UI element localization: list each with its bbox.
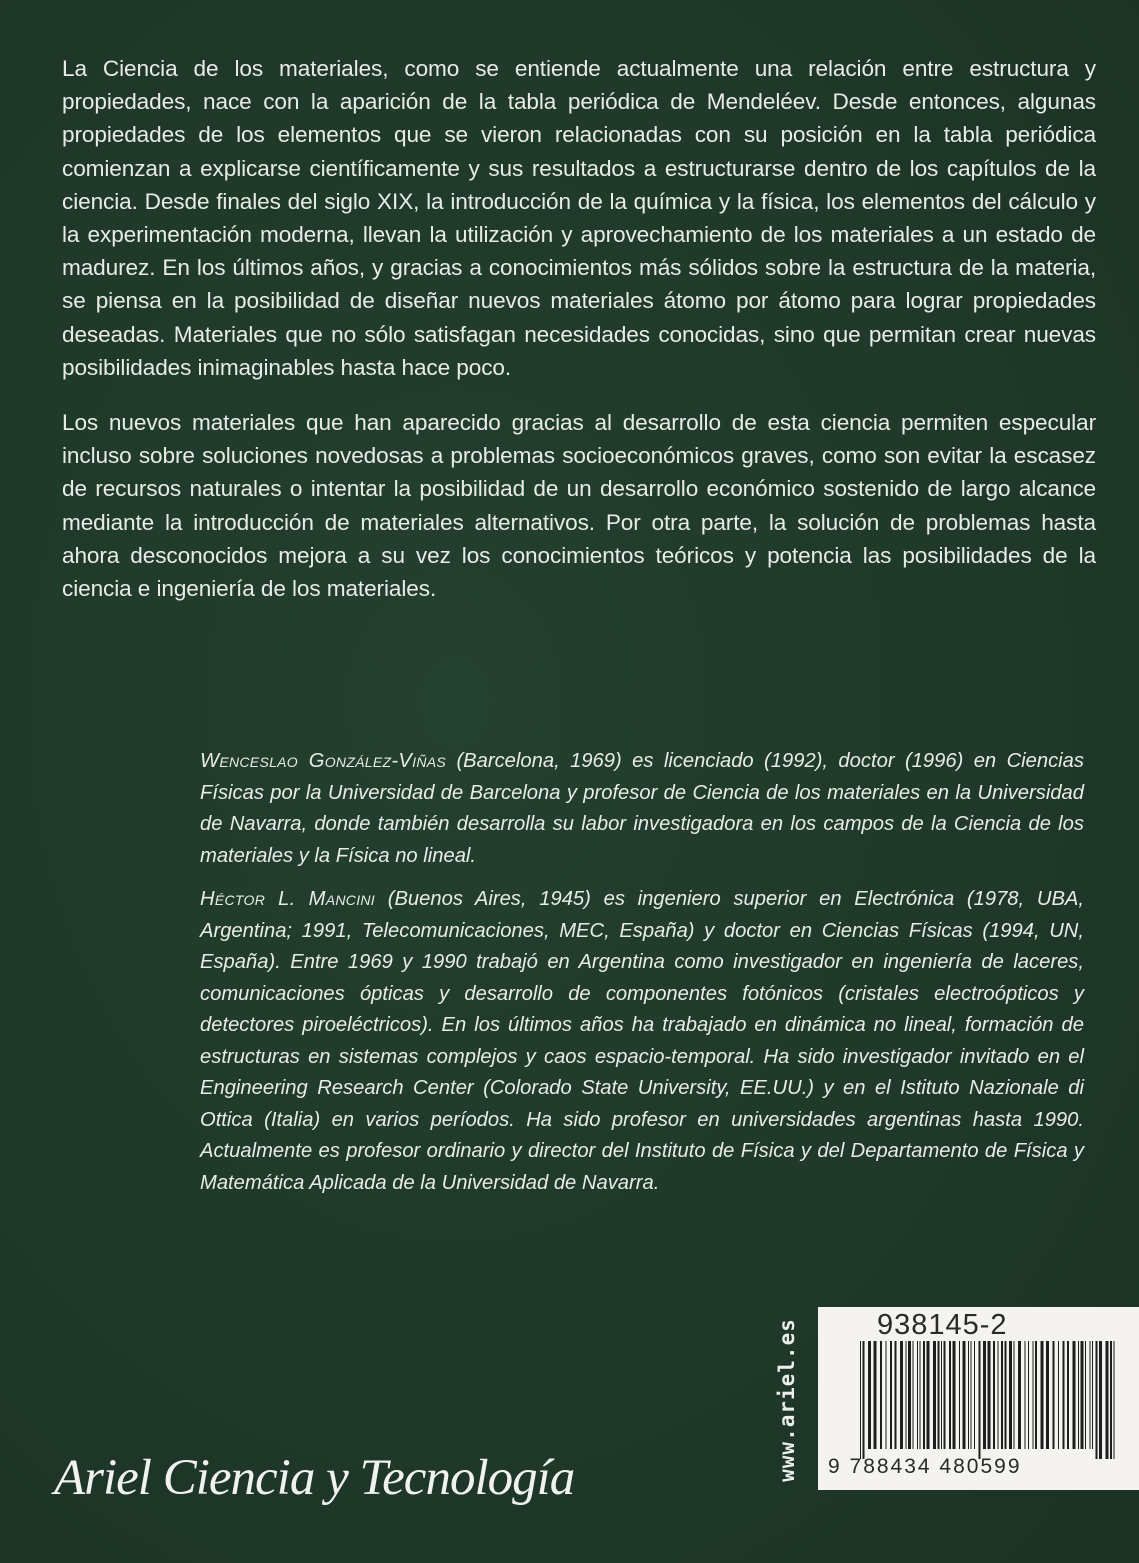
barcode-image bbox=[858, 1341, 1120, 1459]
series-title: Ariel Ciencia y Tecnología bbox=[54, 1450, 575, 1506]
author-bio-2 bbox=[200, 884, 1084, 1199]
author-bio-text-2: (Buenos Aires, 1945) es ingeniero superior en Electrónica (1978, UBA, Argentina; 1991, Telecomunicaciones, MEC, España) y doctor en Ciencias Físicas (1994, UN, España). Entre 1969 y 1990 trabajó en Argentina como investigador en ingeniería de laceres, comunicaciones ópticas y desarrollo de componentes fotónicos (cristales electroópticos y detectores piroeléctricos). En los últimos años ha trabajado en dinámica no lineal, formación de estructuras en sistemas complejos y caos espacio-temporal. Ha sido investigador invitado en el Engineering Research Center (Colorado State University, EE.UU.) y en el Istituto Nazionale di Ottica (Italia) en varios períodos. Ha sido profesor en universidades argentinas hasta 1990. Actualmente es profesor ordinario y director del Instituto de Física y del Departamento de Física y Matemática Aplicada de la Universidad de Navarra. bbox=[200, 888, 1084, 1194]
author-bios bbox=[200, 746, 1084, 1211]
author-bio-1 bbox=[200, 746, 1084, 872]
author-bio-text-1: (Barcelona, 1969) es licenciado (1992), doctor (1996) en Ciencias Físicas por la Universidad de Barcelona y profesor de Ciencia de los materiales en la Universidad de Navarra, donde también desarrolla su labor investigadora en los campos de la Ciencia de los materiales y la Física no lineal. bbox=[200, 750, 1084, 867]
barcode-top-code: 938145-2 bbox=[877, 1309, 1008, 1341]
barcode-number: 9 788434 480599 bbox=[828, 1455, 1022, 1478]
barcode-label bbox=[818, 1307, 1139, 1490]
author-name-2: Héctor L. Mancini bbox=[200, 888, 375, 910]
website-text: www.ariel.es bbox=[775, 1318, 799, 1482]
author-name-1: Wenceslao González-Viñas bbox=[200, 750, 447, 772]
publisher-website bbox=[760, 1310, 814, 1490]
blurb-paragraph-2: Los nuevos materiales que han aparecido gracias al desarrollo de esta ciencia permiten especular incluso sobre soluciones novedosas a problemas socioeconómicos graves, como son evitar la escasez de recursos naturales o intentar la posibilidad de un desarrollo económico sostenido de largo alcance mediante la introducción de materiales alternativos. Por otra parte, la solución de problemas hasta ahora desconocidos mejora a su vez los conocimientos teóricos y potencia las posibilidades de la ciencia e ingeniería de los materiales. bbox=[62, 410, 1096, 602]
cover-blurb bbox=[62, 52, 1096, 627]
blurb-paragraph-1: La Ciencia de los materiales, como se entiende actualmente una relación entre estructura y propiedades, nace con la aparición de la tabla periódica de Mendeléev. Desde entonces, algunas propiedades de los elementos que se vieron relacionadas con su posición en la tabla periódica comienzan a explicarse científicamente y sus resultados a estructurarse dentro de los capítulos de la ciencia. Desde finales del siglo XIX, la introducción de la química y la física, los elementos del cálculo y la experimentación moderna, llevan la utilización y aprovechamiento de los materiales a un estado de madurez. En los últimos años, y gracias a conocimientos más sólidos sobre la estructura de la materia, se piensa en la posibilidad de diseñar nuevos materiales átomo por átomo para lograr propiedades deseadas. Materiales que no sólo satisfagan necesidades conocidas, sino que permitan crear nuevas posibilidades inimaginables hasta hace poco. bbox=[62, 56, 1096, 380]
